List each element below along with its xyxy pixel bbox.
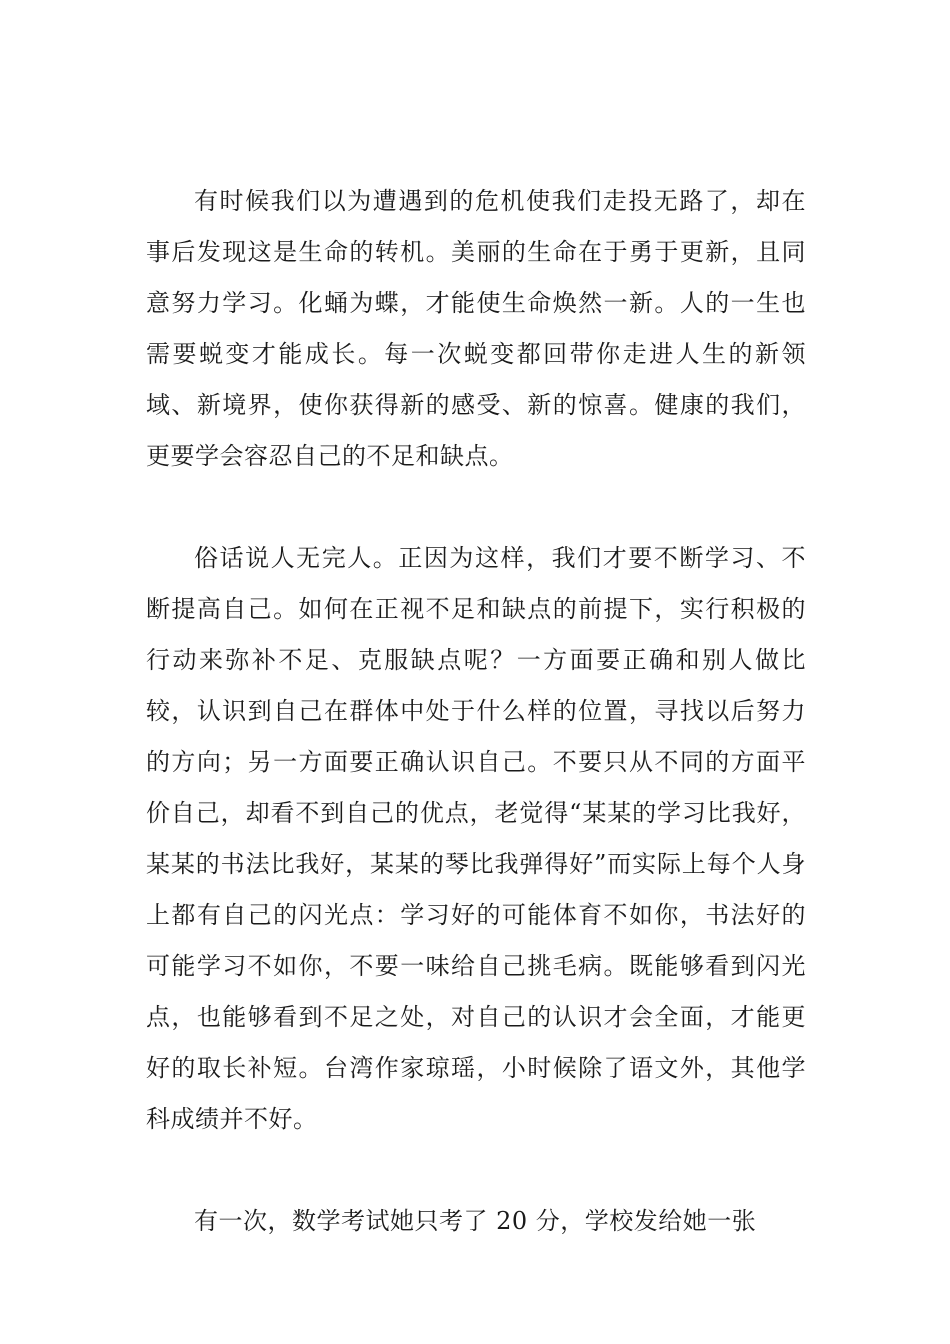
paragraph-2: 俗话说人无完人。正因为这样，我们才要不断学习、不断提高自己。如何在正视不足和缺点的前提下，实行积极的行动来弥补不足、克服缺点呢？一方面要正确和别人做比较，认识到自己在群体中处于什么样的位置，寻找以后努力的方向；另一方面要正确认识自己。不要只从不同的方面平价自己，却看不到自己的优点，老觉得“某某的学习比我好，某某的书法比我好，某某的琴比我弹得好”而实际上每个人身上都有自己的闪光点：学习好的可能体育不如你，书法好的可能学习不如你，不要一味给自己挑毛病。既能够看到闪光点，也能够看到不足之处，对自己的认识才会全面，才能更好的取长补短。台湾作家琼瑶，小时候除了语文外，其他学科成绩并不好。 xyxy=(146,544,806,1133)
paragraph-3: 有一次，数学考试她只考了 20 分，学校发给她一张 xyxy=(194,1207,757,1235)
paragraph-1: 有时候我们以为遭遇到的危机使我们走投无路了，却在事后发现这是生命的转机。美丽的生命在于勇于更新，且同意努力学习。化蛹为蝶，才能使生命焕然一新。人的一生也需要蜕变才能成长。每一次蜕变都回带你走进人生的新领域、新境界，使你获得新的感受、新的惊喜。健康的我们，更要学会容忍自己的不足和缺点。 xyxy=(146,187,806,470)
document-body xyxy=(146,176,806,1247)
